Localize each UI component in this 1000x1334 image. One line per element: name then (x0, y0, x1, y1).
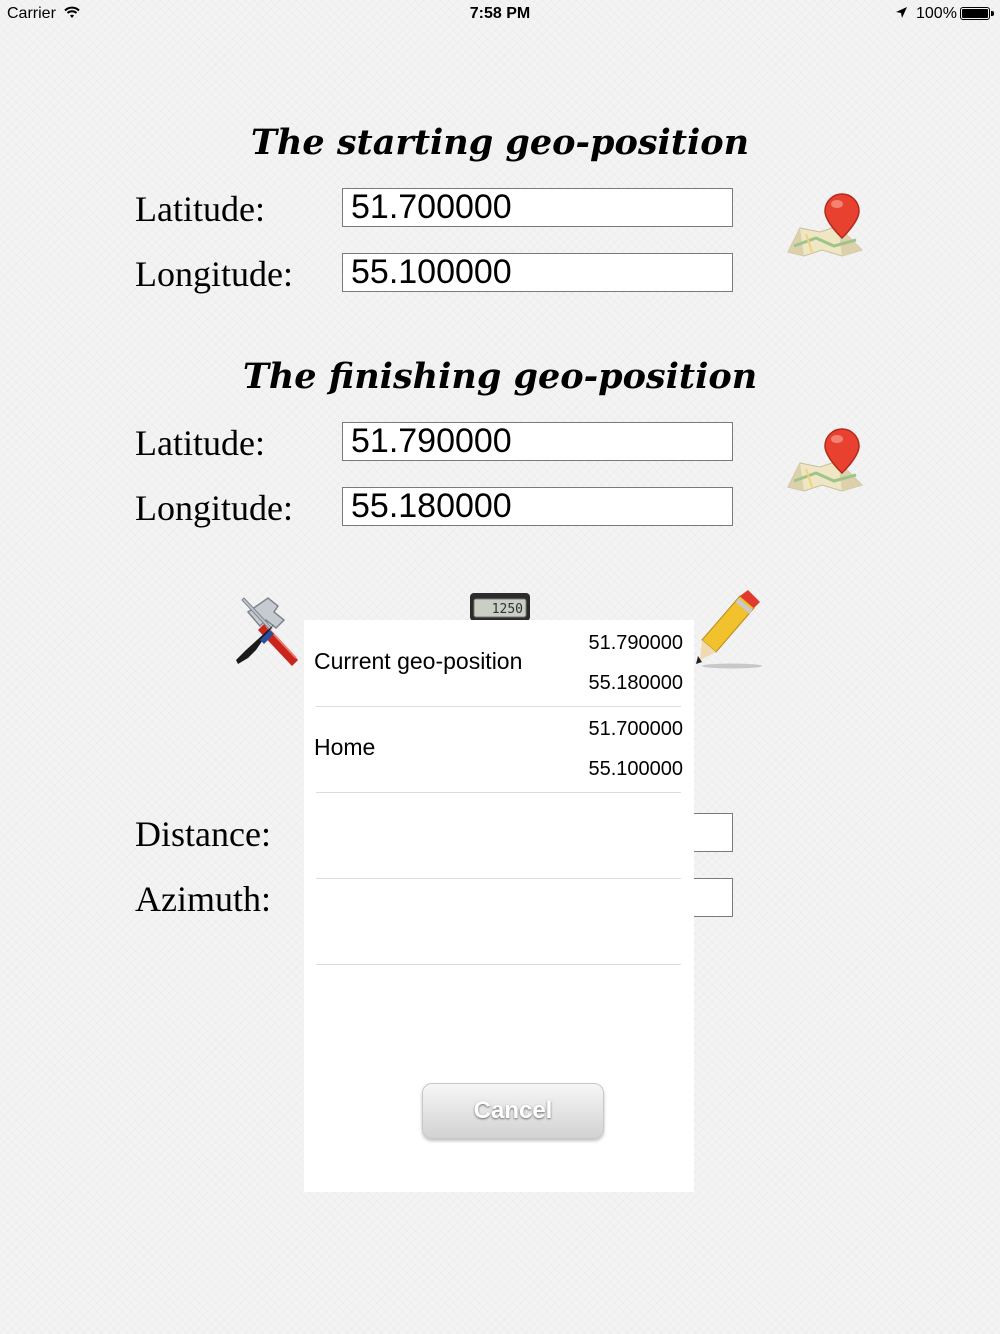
list-item-home[interactable] (316, 706, 681, 793)
list-item-current-geo-position[interactable] (316, 620, 681, 707)
list-item-longitude: 55.180000 (588, 672, 683, 694)
clock: 7:58 PM (469, 5, 531, 22)
list-item-empty (316, 792, 681, 879)
finish-latitude-label: Latitude: (135, 423, 265, 463)
tools-icon[interactable] (234, 594, 306, 673)
finish-longitude-label: Longitude: (135, 488, 293, 528)
list-item-latitude: 51.700000 (588, 718, 683, 740)
list-item-title: Current geo-position (314, 648, 523, 674)
finish-map-pin-icon[interactable] (786, 427, 864, 498)
cancel-button[interactable]: Cancel (422, 1083, 604, 1139)
start-heading: The starting geo-position (250, 122, 750, 163)
calculator-display: 1250 (491, 602, 523, 617)
battery-icon (960, 7, 990, 20)
start-longitude-field[interactable]: 55.100000 (342, 253, 733, 292)
start-latitude-label: Latitude: (135, 189, 265, 229)
location-arrow-icon (895, 6, 908, 24)
pencil-icon[interactable] (696, 590, 764, 675)
list-item-empty (316, 878, 681, 965)
battery-percent: 100% (916, 5, 957, 22)
start-longitude-label: Longitude: (135, 254, 293, 294)
finish-heading: The finishing geo-position (242, 356, 758, 397)
status-bar (0, 0, 1000, 28)
finish-latitude-field[interactable]: 51.790000 (342, 422, 733, 461)
location-picker-popover (304, 620, 694, 1192)
finish-longitude-field[interactable]: 55.180000 (342, 487, 733, 526)
list-item-latitude: 51.790000 (588, 632, 683, 654)
distance-label: Distance: (135, 814, 271, 854)
start-map-pin-icon[interactable] (786, 192, 864, 263)
list-item-title: Home (314, 734, 376, 760)
list-item-longitude: 55.100000 (588, 758, 683, 780)
azimuth-label: Azimuth: (135, 879, 271, 919)
start-latitude-field[interactable]: 51.700000 (342, 188, 733, 227)
carrier-label: Carrier (7, 5, 56, 22)
